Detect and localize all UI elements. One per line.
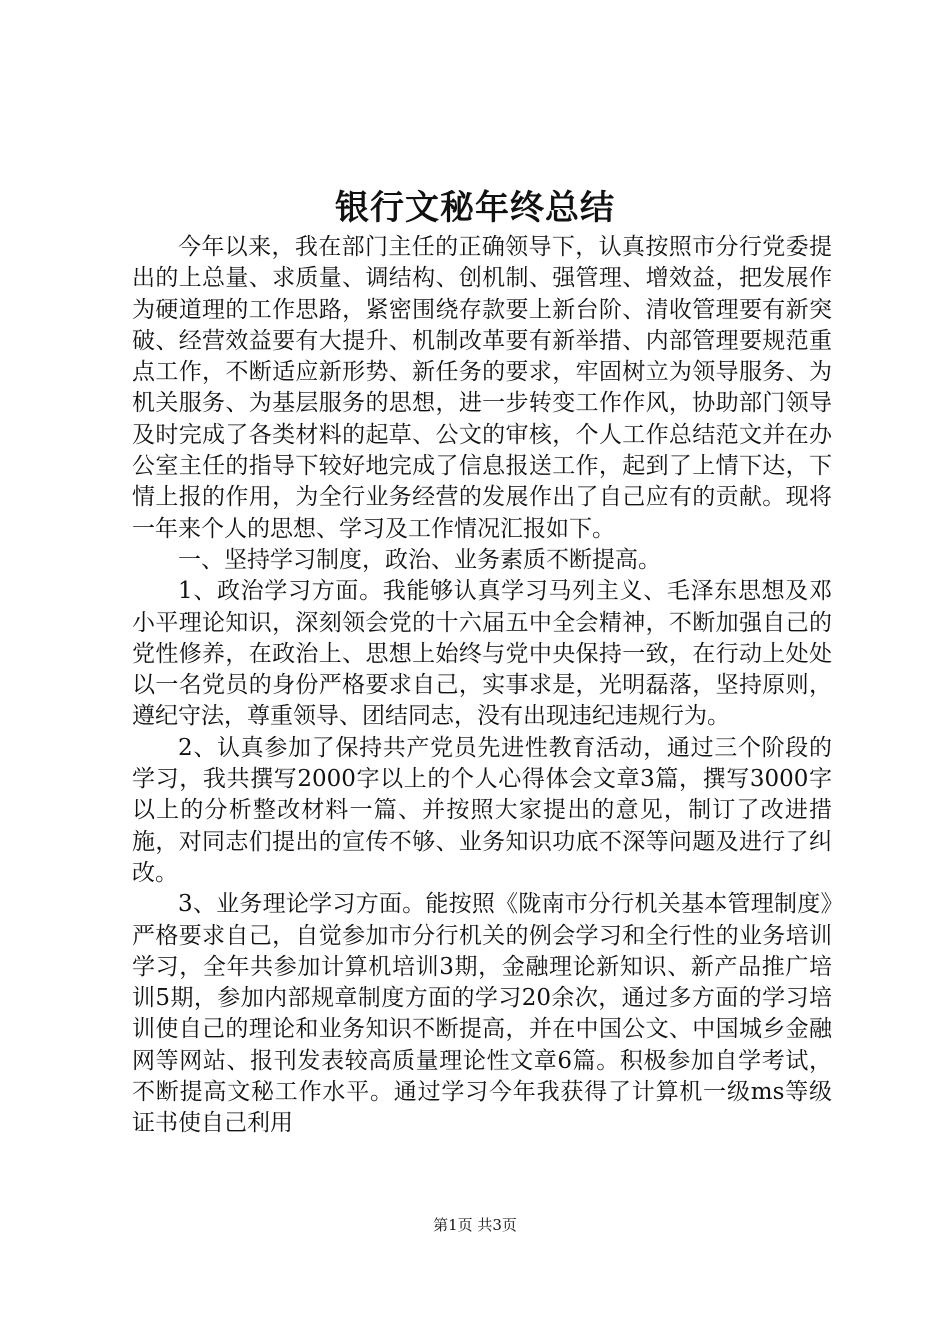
paragraph-political-study: 1、政治学习方面。我能够认真学习马列主义、毛泽东思想及邓小平理论知识，深刻领会党的十六届五中全会精神，不断加强自己的党性修养，在政治上、思想上始终与党中央保持一致，在行动上处处以一名党员的身份严格要求自己，实事求是，光明磊落，坚持原则，遵纪守法，尊重领导、团结同志，没有出现违纪违规行为。 [132, 578, 832, 730]
paragraph-business-study: 3、业务理论学习方面。能按照《陇南市分行机关基本管理制度》严格要求自己，自觉参加市分行机关的例会学习和全行性的业务培训学习，全年共参加计算机培训3期，金融理论新知识、新产品推广培训5期，参加内部规章制度方面的学习20余次，通过多方面的学习培训使自己的理论和业务知识不断提高，并在中国公文、中国城乡金融网等网站、报刊发表较高质量理论性文章6篇。积极参加自学考试，不断提高文秘工作水平。通过学习今年我获得了计算机一级ms等级证书使自己利用 [132, 891, 832, 1137]
document-body [132, 232, 832, 1140]
paragraph-section-heading: 一、坚持学习制度，政治、业务素质不断提高。 [178, 546, 661, 573]
page-number-footer: 第1页 共3页 [433, 1216, 517, 1234]
document-title: 银行文秘年终总结 [335, 188, 615, 228]
paragraph-party-education: 2、认真参加了保持共产党员先进性教育活动，通过三个阶段的学习，我共撰写2000字以上的个人心得体会文章3篇，撰写3000字以上的分析整改材料一篇、并按照大家提出的意见，制订了改进措施，对同志们提出的宣传不够、业务知识功底不深等问题及进行了纠改。 [132, 734, 832, 886]
paragraph-intro: 今年以来，我在部门主任的正确领导下，认真按照市分行党委提出的上总量、求质量、调结构、创机制、强管理、增效益，把发展作为硬道理的工作思路，紧密围绕存款要上新台阶、清收管理要有新突破、经营效益要有大提升、机制改革要有新举措、内部管理要规范重点工作，不断适应新形势、新任务的要求，牢固树立为领导服务、为机关服务、为基层服务的思想，进一步转变工作作风，协助部门领导及时完成了各类材料的起草、公文的审核，个人工作总结范文并在办公室主任的指导下较好地完成了信息报送工作，起到了上情下达，下情上报的作用，为全行业务经营的发展作出了自己应有的贡献。现将一年来个人的思想、学习及工作情况汇报如下。 [132, 234, 832, 542]
